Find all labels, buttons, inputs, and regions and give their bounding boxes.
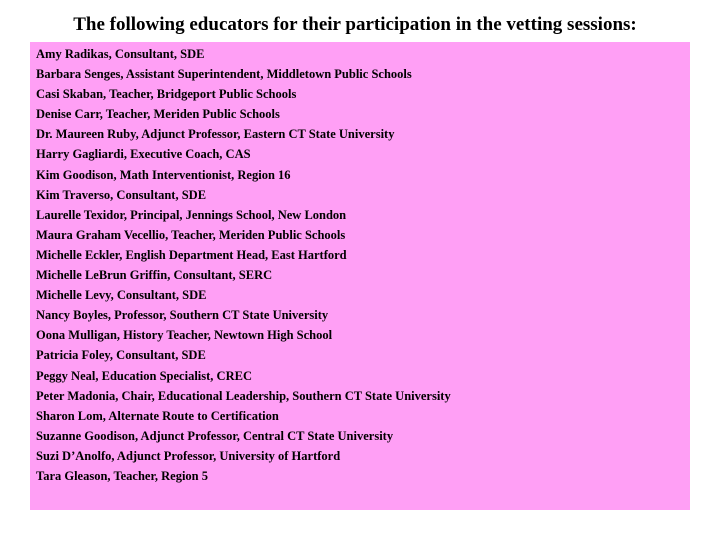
educator-list: [36, 44, 451, 486]
list-item: Amy Radikas, Consultant, SDE: [36, 47, 205, 61]
list-item: Michelle LeBrun Griffin, Consultant, SERC: [36, 268, 273, 283]
list-item: Peggy Neal, Education Specialist, CREC: [36, 368, 252, 383]
list-item: Kim Traverso, Consultant, SDE: [36, 187, 207, 202]
list-item: Peter Madonia, Chair, Educational Leadership, Southern CT State University: [36, 388, 451, 403]
list-item: Maura Graham Vecellio, Teacher, Meriden Public Schools: [36, 227, 346, 242]
list-item: Harry Gagliardi, Executive Coach, CAS: [36, 147, 251, 162]
list-item: Suzi D’Anolfo, Adjunct Professor, University of Hartford: [36, 448, 341, 463]
list-item: Suzanne Goodison, Adjunct Professor, Central CT State University: [36, 428, 394, 443]
educator-list-panel: [30, 42, 690, 510]
list-item: Michelle Eckler, English Department Head, East Hartford: [36, 247, 347, 262]
list-item: Casi Skaban, Teacher, Bridgeport Public Schools: [36, 87, 297, 102]
list-item: Michelle Levy, Consultant, SDE: [36, 288, 207, 303]
slide-title: The following educators for their participation in the vetting sessions:: [73, 14, 637, 35]
list-item: Oona Mulligan, History Teacher, Newtown High School: [36, 328, 333, 343]
list-item: Dr. Maureen Ruby, Adjunct Professor, Eastern CT State University: [36, 127, 395, 142]
list-item: Kim Goodison, Math Interventionist, Region 16: [36, 167, 291, 182]
list-item: Patricia Foley, Consultant, SDE: [36, 348, 206, 363]
list-item: Denise Carr, Teacher, Meriden Public Schools: [36, 107, 280, 122]
list-item: Sharon Lom, Alternate Route to Certification: [36, 408, 279, 423]
list-item: Barbara Senges, Assistant Superintendent, Middletown Public Schools: [36, 67, 412, 82]
list-item: Laurelle Texidor, Principal, Jennings School, New London: [36, 207, 347, 222]
list-item: Tara Gleason, Teacher, Region 5: [36, 468, 209, 483]
list-item: Nancy Boyles, Professor, Southern CT State University: [36, 308, 329, 323]
